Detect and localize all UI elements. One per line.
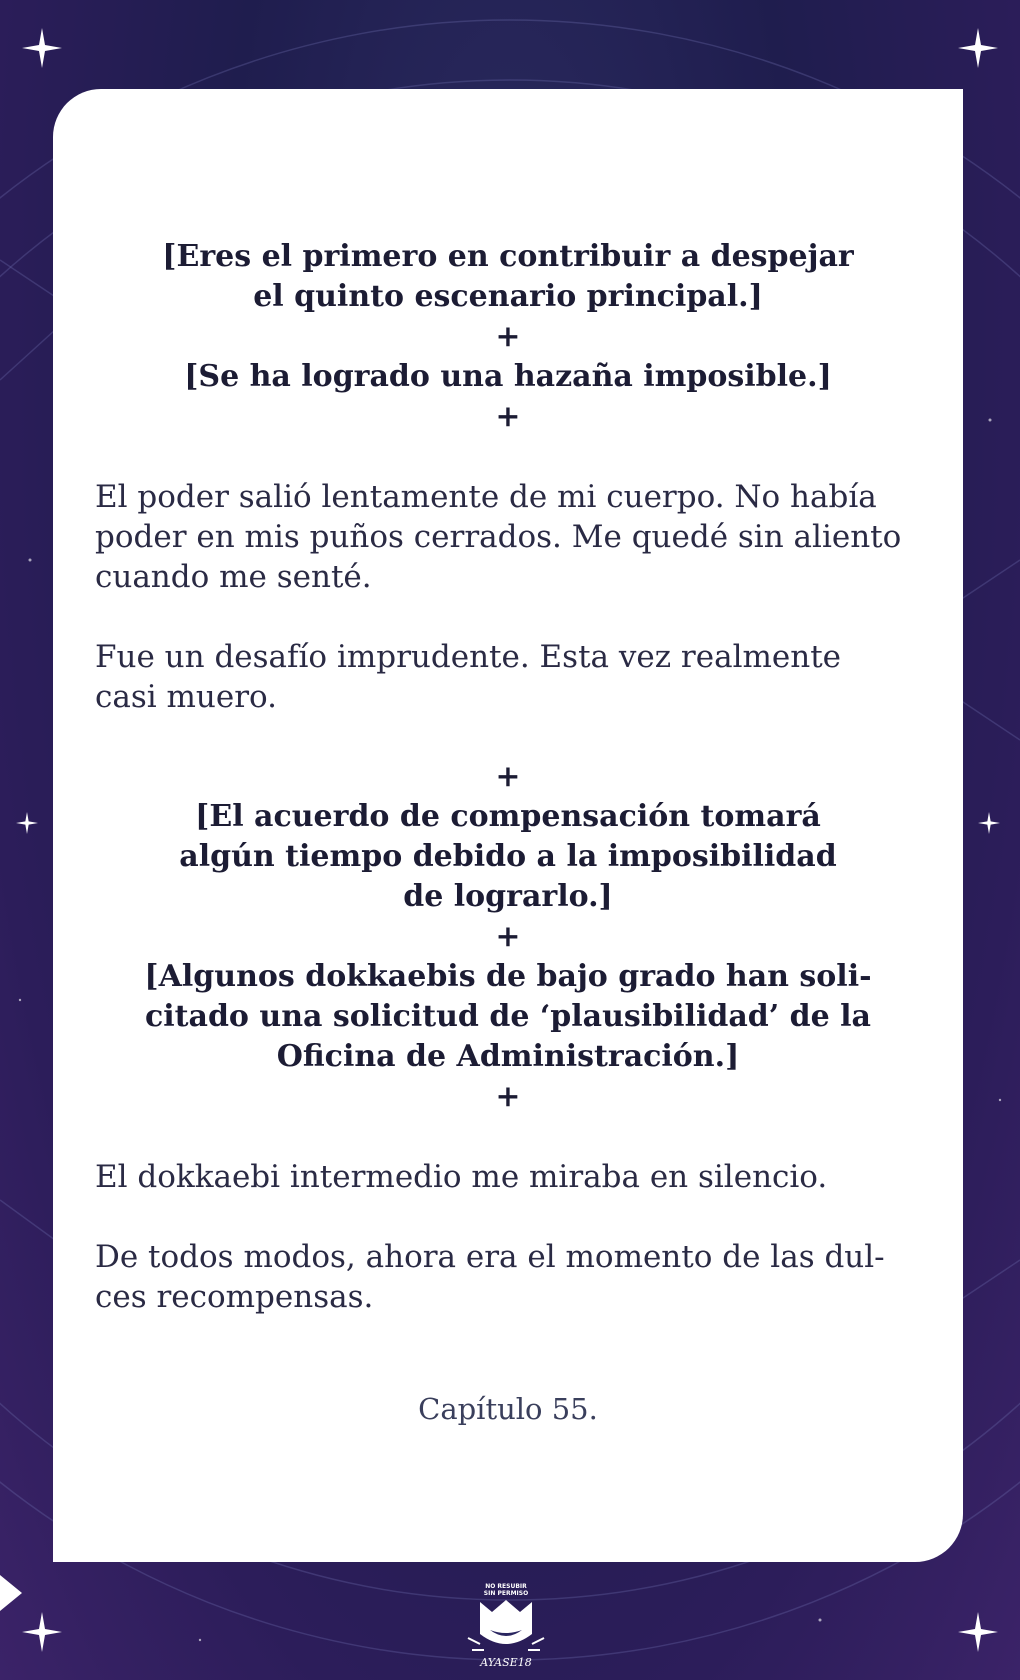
small-star-icon [16,812,38,834]
sparkle-star-icon [22,28,62,68]
plus-separator: + [495,399,521,434]
system-message-line: [El acuerdo de compensación tomará [195,799,821,834]
paragraph-line: ces recompensas. [95,1279,374,1315]
card-content [53,89,963,1562]
system-message-line: [Algunos dokkaebis de bajo grado han soli- [144,959,872,994]
small-star-icon [978,812,1000,834]
system-message-line: de lograrlo.] [403,879,613,914]
sparkle-star-icon [22,1612,62,1652]
paragraph-line: El poder salió lentamente de mi cuerpo. No había [95,479,877,515]
paragraph-line: Fue un desafío imprudente. Esta vez realmente [95,639,841,675]
svg-text:AYASE18: AYASE18 [480,1656,532,1669]
svg-text:NO RESUBIR: NO RESUBIR [485,1583,527,1590]
text-card [53,89,963,1562]
system-message-line: Oficina de Administración.] [276,1039,740,1074]
side-arrow-icon [0,1575,22,1611]
paragraph-line: cuando me senté. [95,559,372,595]
sparkle-star-icon [958,28,998,68]
system-message-line: citado una solicitud de ‘plausibilidad’ de la [145,999,871,1034]
paragraph-line: El dokkaebi intermedio me miraba en silencio. [95,1159,828,1195]
plus-separator: + [495,759,521,794]
paragraph-line: casi muero. [95,679,278,715]
sparkle-star-icon [958,1612,998,1652]
plus-separator: + [495,919,521,954]
paragraph-line: De todos modos, ahora era el momento de las dul- [95,1239,885,1275]
plus-separator: + [495,1079,521,1114]
system-message-line: [Se ha logrado una hazaña imposible.] [184,359,832,394]
system-message-line: algún tiempo debido a la imposibilidad [179,839,837,874]
paragraph-line: poder en mis puños cerrados. Me quedé sin aliento [95,519,902,555]
system-message-line: el quinto escenario principal.] [253,279,763,314]
plus-separator: + [495,319,521,354]
system-message-line: [Eres el primero en contribuir a despejar [162,239,854,274]
translator-watermark-logo [446,1578,566,1674]
svg-text:SIN PERMISO: SIN PERMISO [483,1590,529,1597]
chapter-label: Capítulo 55. [418,1392,598,1426]
